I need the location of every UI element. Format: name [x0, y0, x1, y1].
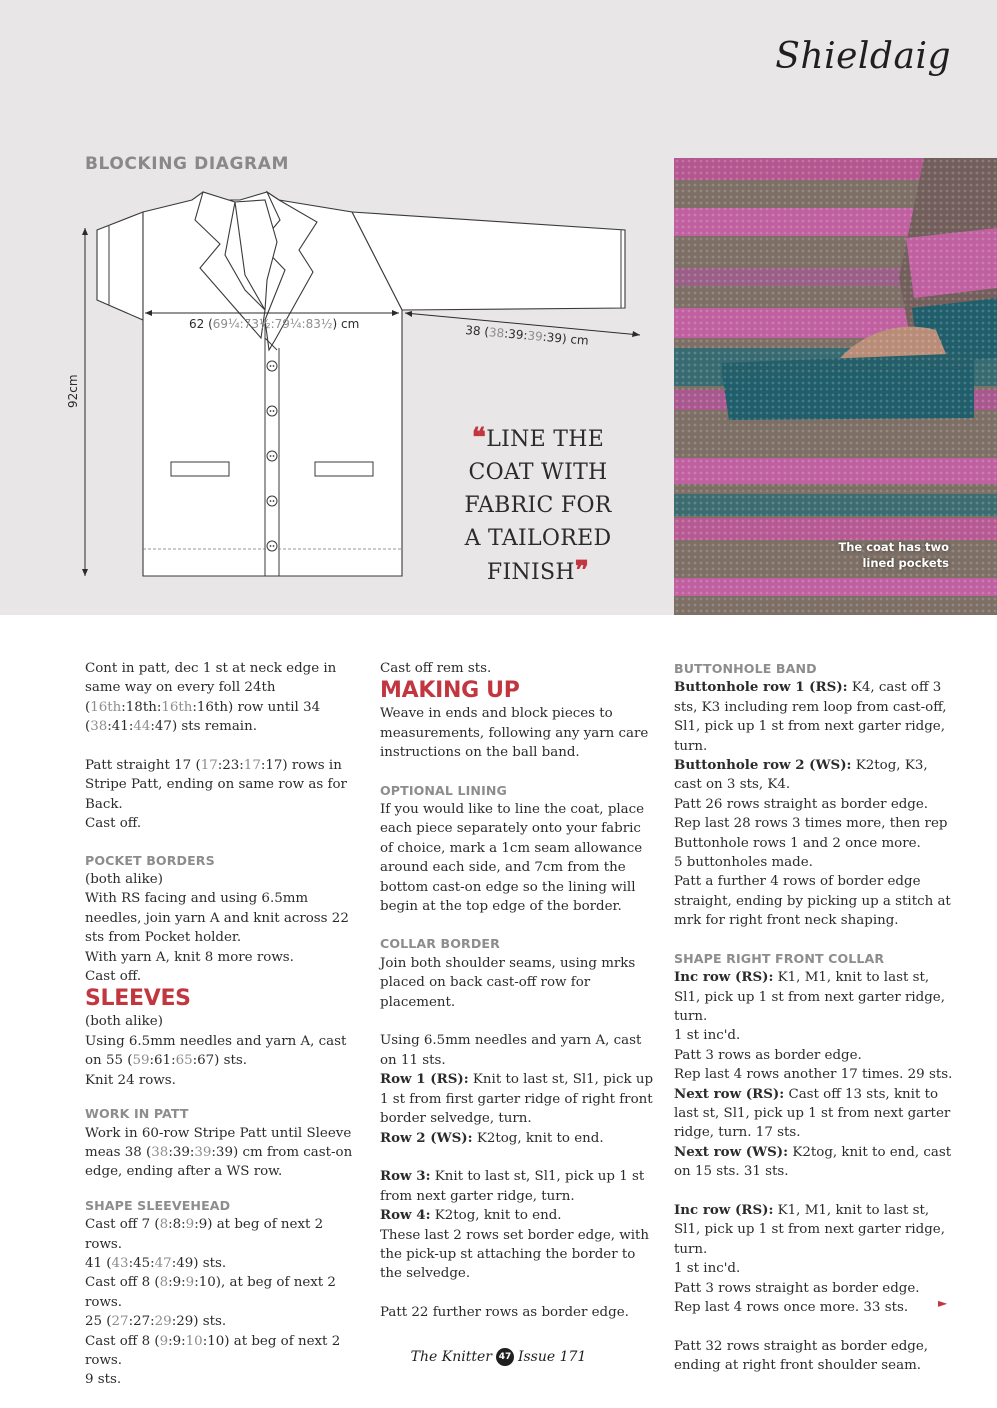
buttonhole-band-heading: BUTTONHOLE BAND: [674, 661, 817, 676]
button-4: [267, 496, 277, 506]
button-2: [267, 406, 277, 416]
column-2: Cast off rem sts. MAKING UP Weave in ends and block pieces to measurements, following any yarn care instructions on the ball band. OPTIONAL LINING If you would like to line the coat, place each piece separately onto your fabric of choice, mark a 1cm seam allowance around each side, and 7cm from the bottom cast-on edge so the lining will begin at the top edge of the border. COLLAR BORDER Join both shoulder seams, using mrks placed on back cast-off row for placement. Using 6.5mm needles and yarn A, cast on 11 sts. Row 1 (RS): Knit to last st, Sl1, pick up 1 st from first garter ridge of right front border selvedge, turn. Row 2 (WS): K2tog, knit to end. Row 3: Knit to last st, Sl1, pick up 1 st from next garter ridge, turn. Row 4: K2tog, knit to end. These last 2 rows set border edge, with the pick-up st attaching the border to the selvedge. Patt 22 further rows as border edge.: [380, 661, 654, 1321]
button-5: [267, 541, 277, 551]
left-sleeve-shape: [97, 212, 143, 320]
collar-border-heading: COLLAR BORDER: [380, 936, 500, 952]
sleeves-heading: SLEEVES: [85, 986, 191, 1012]
work-in-patt-heading: WORK IN PATT: [85, 1106, 189, 1122]
shape-sleevehead-heading: SHAPE SLEEVEHEAD: [85, 1197, 231, 1213]
column-1: Cont in patt, dec 1 st at neck edge in same way on every foll 24th (16th:18th:16th:16th) row until 34 (38:41:44:47) sts remain. Patt straight 17 (17:23:17:17) rows in Stripe Patt, ending on same row as for Back. Cast off. POCKET BORDERS (both alike) With RS facing and using 6.5mm needles, join yarn A and knit across 22 sts from Pocket holder. With yarn A, knit 8 more rows. Cast off. SLEEVES (both alike) Using 6.5mm needles and yarn A, cast on 55 (59:61:65:67) sts. Knit 24 rows. WORK IN PATT Work in 60-row Stripe Patt until Sleeve meas 38 (38:39:39:39) cm from cast-on edge, ending after a WS row. SHAPE SLEEVEHEAD Cast off 7 (8:8:9:9) at beg of next 2 rows. 41 (43:45:47:49) sts. Cast off 8 (8:9:9:10), at beg of next 2 rows. 25 (27:27:29:29) sts. Cast off 8 (9:9:10:10) at beg of next 2 rows. 9 sts.: [85, 659, 360, 1390]
photo-caption: The coat has two lined pockets: [838, 540, 949, 570]
close-quote-icon: ❞: [574, 556, 590, 586]
button-3: [267, 451, 277, 461]
column-3: BUTTONHOLE BAND Buttonhole row 1 (RS): K4, cast off 3 sts, K3 including rem loop from cast-off, Sl1, pick up 1 st from next garter ridge, turn. Buttonhole row 2 (WS): K2tog, K3, cast on 3 sts, K4. Patt 26 rows straight as border edge. Rep last 28 rows 3 times more, then rep Buttonhole rows 1 and 2 once more. 5 buttonholes made. Patt a further 4 rows of border edge straight, ending by picking up a stitch at mrk for right front neck shaping. SHAPE RIGHT FRONT COLLAR Inc row (RS): K1, M1, knit to last st, Sl1, pick up 1 st from next garter ridge, turn. 1 st inc'd. Patt 3 rows as border edge. Rep last 4 rows another 17 times. 29 sts. Next row (RS): Cast off 13 sts, knit to last st, Sl1, pick up 1 st from next garter ridge, turn. 17 sts. Next row (WS): K2tog, knit to end, cast on 15 sts. 31 sts. Inc row (RS): K1, M1, knit to last st, Sl1, pick up 1 st from next garter ridge, turn. 1 st inc'd. Patt 3 rows straight as border edge. Rep last 4 rows once more. 33 sts. Patt 32 rows straight as border edge, ending at right front shoulder seam.: [674, 659, 959, 1376]
sleeve-dimension-label: 38 (38:39:39:39) cm: [464, 323, 590, 348]
width-dimension-label: 62 (69¼:73½:79¼:83½) cm: [189, 317, 360, 331]
page-footer: The Knitter 47 Issue 171: [410, 1349, 587, 1365]
making-up-heading: MAKING UP: [380, 678, 520, 704]
patt-straight-paragraph: Patt straight 17 (17:23:17:17) rows in Stripe Patt, ending on same row as for Back.: [85, 758, 347, 812]
pocket-borders-heading: POCKET BORDERS: [85, 852, 215, 868]
pull-quote: ❝LINE THE COAT WITH FABRIC FOR A TAILORED FINISH❞: [464, 423, 612, 586]
blocking-diagram-heading: BLOCKING DIAGRAM: [85, 154, 290, 174]
shape-right-front-collar-heading: SHAPE RIGHT FRONT COLLAR: [674, 950, 885, 966]
length-dimension-label: 92cm: [66, 374, 80, 408]
page-number: 47: [496, 1348, 514, 1366]
neck-edge-paragraph: Cont in patt, dec 1 st at neck edge in same way on every foll 24th (16th:18th:16th:16th) row until 34 (38:41:44:47) sts remain.: [85, 661, 337, 735]
continue-arrow-icon: ►: [938, 1296, 948, 1310]
optional-lining-heading: OPTIONAL LINING: [380, 782, 507, 798]
pattern-title: Shieldaig: [775, 36, 951, 77]
button-1: [267, 361, 277, 371]
open-quote-icon: ❝: [471, 423, 487, 453]
